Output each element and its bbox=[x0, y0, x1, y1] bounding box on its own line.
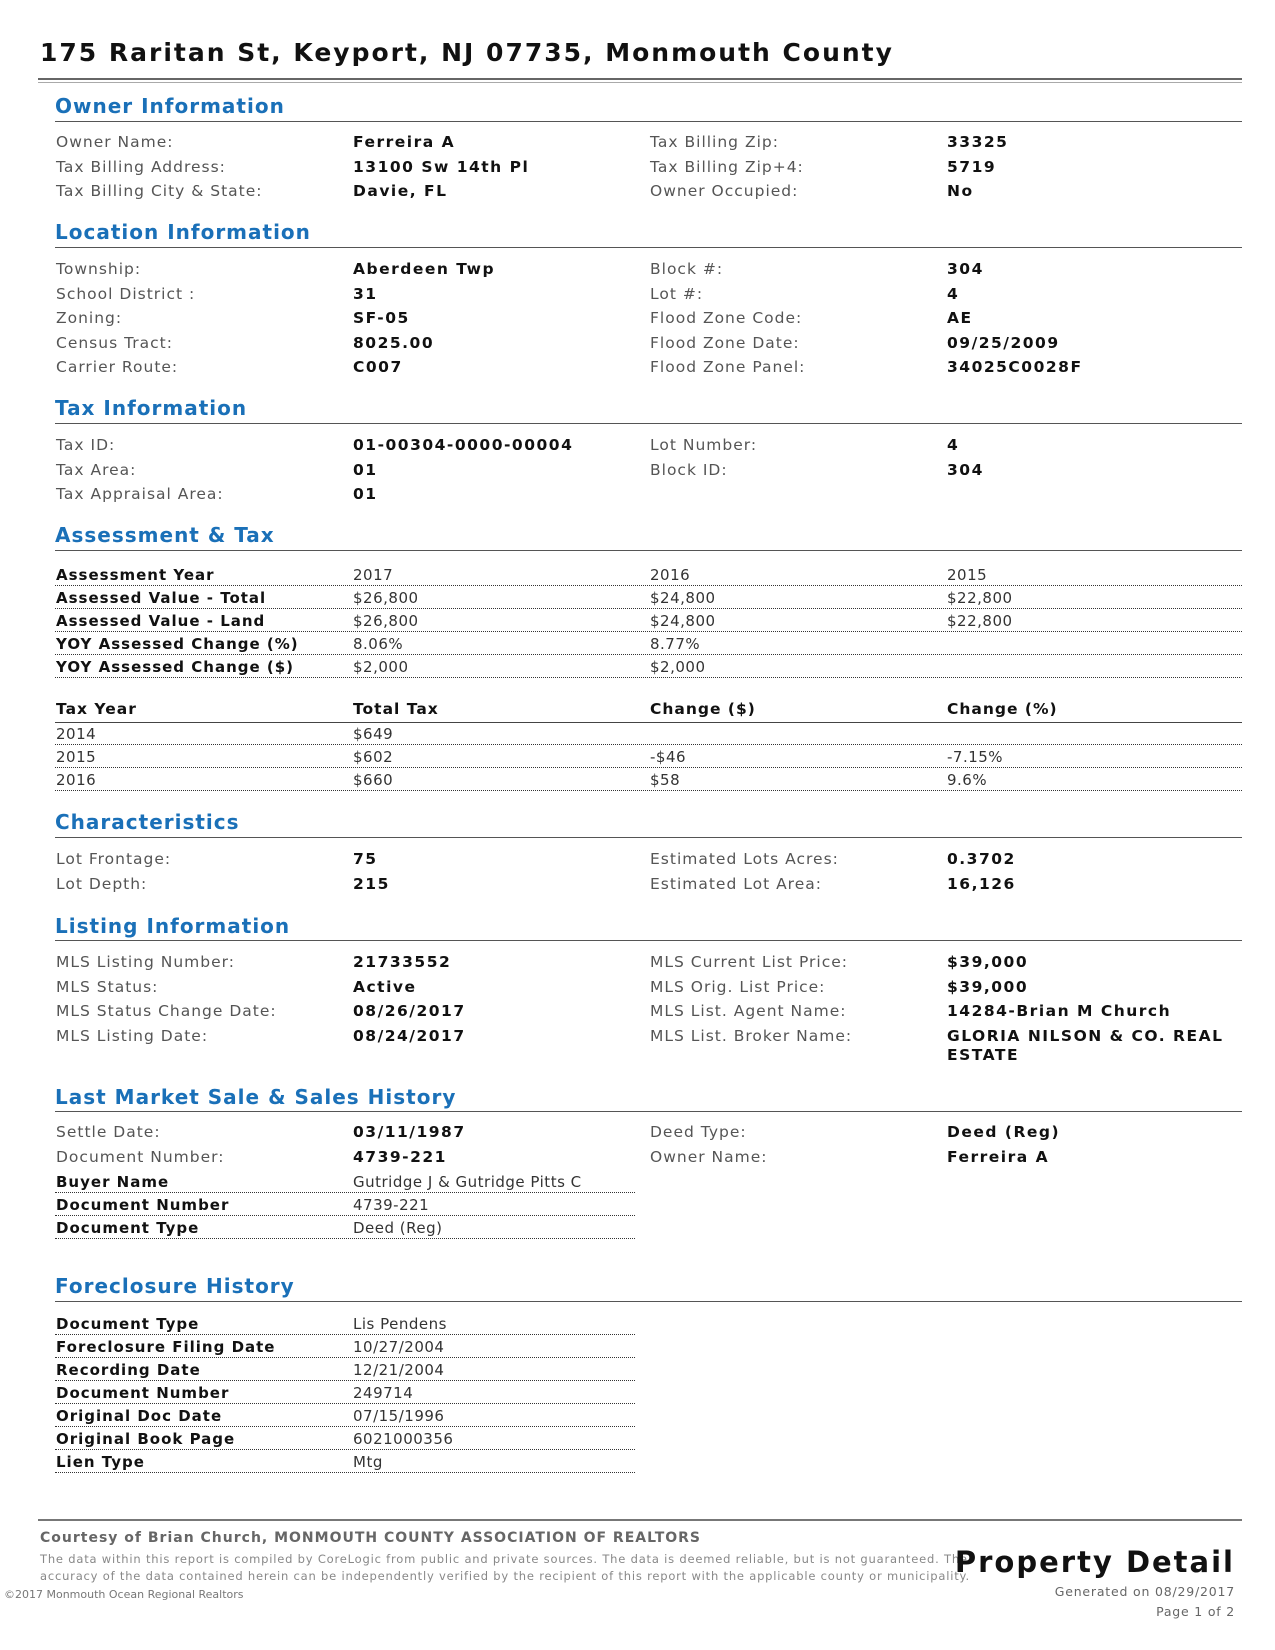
field-label: Township: bbox=[56, 260, 142, 278]
field-value: SF-05 bbox=[353, 309, 410, 327]
field-value: 31 bbox=[353, 284, 378, 303]
field-value: C007 bbox=[353, 358, 403, 376]
field-label: Tax ID: bbox=[56, 436, 116, 454]
field-value: 01 bbox=[353, 485, 378, 503]
field-value: 75 bbox=[353, 850, 378, 868]
table-header: Tax Year bbox=[56, 700, 137, 718]
table-cell: $2,000 bbox=[353, 658, 409, 676]
field-label: Carrier Route: bbox=[56, 358, 179, 376]
table-cell: 2016 bbox=[650, 566, 691, 584]
sales-section-heading: Last Market Sale & Sales History bbox=[55, 1085, 457, 1109]
table-cell: Lis Pendens bbox=[353, 1315, 447, 1333]
field-value: 01 bbox=[353, 460, 378, 479]
field-label: MLS List. Broker Name: bbox=[650, 1026, 853, 1045]
field-value: 09/25/2009 bbox=[947, 333, 1060, 352]
field-value: 16,126 bbox=[947, 874, 1016, 893]
table-cell: 2015 bbox=[947, 566, 988, 584]
field-label: Lot #: bbox=[650, 284, 704, 303]
table-cell: $58 bbox=[650, 771, 681, 789]
field-label: MLS Status: bbox=[56, 977, 159, 996]
characteristics-section-heading: Characteristics bbox=[55, 810, 240, 834]
table-header: Change (%) bbox=[947, 700, 1058, 718]
table-cell: 12/21/2004 bbox=[353, 1361, 445, 1379]
row-label: Assessed Value - Land bbox=[56, 612, 266, 630]
table-row bbox=[55, 1314, 635, 1335]
field-value: 03/11/1987 bbox=[353, 1123, 466, 1141]
table-cell: $26,800 bbox=[353, 612, 419, 630]
table-row bbox=[55, 1452, 635, 1473]
assessment-section-divider bbox=[55, 550, 1242, 551]
field-label: Estimated Lot Area: bbox=[650, 874, 822, 893]
field-label: Tax Appraisal Area: bbox=[56, 485, 224, 503]
row-label: Document Type bbox=[56, 1315, 200, 1333]
field-label: Lot Frontage: bbox=[56, 850, 172, 868]
field-label: Tax Area: bbox=[56, 460, 137, 479]
row-label: YOY Assessed Change ($) bbox=[56, 658, 295, 676]
table-row bbox=[55, 747, 1242, 768]
field-value: Ferreira A bbox=[947, 1147, 1050, 1166]
field-label: Tax Billing City & State: bbox=[56, 182, 263, 200]
field-label: Census Tract: bbox=[56, 333, 173, 352]
listing-section-divider bbox=[55, 940, 1242, 941]
field-value: 215 bbox=[353, 874, 390, 893]
field-value: Active bbox=[353, 977, 417, 996]
table-row bbox=[55, 1172, 635, 1193]
field-label: Document Number: bbox=[56, 1147, 225, 1166]
field-value: 08/26/2017 bbox=[353, 1002, 466, 1020]
field-label: Owner Occupied: bbox=[650, 182, 799, 200]
row-label: Buyer Name bbox=[56, 1173, 170, 1191]
field-value: 33325 bbox=[947, 133, 1009, 151]
table-cell: 8.06% bbox=[353, 635, 404, 653]
field-value: 4 bbox=[947, 436, 960, 454]
field-value: 13100 Sw 14th Pl bbox=[353, 157, 530, 176]
table-cell: -7.15% bbox=[947, 748, 1004, 766]
table-row bbox=[55, 1337, 635, 1358]
table-cell: $22,800 bbox=[947, 612, 1013, 630]
field-label: Lot Depth: bbox=[56, 874, 148, 893]
field-label: Tax Billing Zip: bbox=[650, 133, 779, 151]
table-header: Total Tax bbox=[353, 700, 439, 718]
table-row bbox=[55, 657, 1242, 678]
field-value: 01-00304-0000-00004 bbox=[353, 436, 574, 454]
row-label: Lien Type bbox=[56, 1453, 145, 1471]
table-header: Change ($) bbox=[650, 700, 756, 718]
field-label: Tax Billing Address: bbox=[56, 157, 226, 176]
field-label: Flood Zone Date: bbox=[650, 333, 800, 352]
field-value: 4 bbox=[947, 284, 960, 303]
row-label: 2015 bbox=[56, 748, 97, 766]
field-value: AE bbox=[947, 309, 973, 327]
field-value: $39,000 bbox=[947, 977, 1029, 996]
field-value: 21733552 bbox=[353, 953, 452, 971]
title-divider bbox=[38, 78, 1242, 83]
table-row bbox=[55, 1429, 635, 1450]
field-value: 4739-221 bbox=[353, 1147, 447, 1166]
table-cell: $24,800 bbox=[650, 589, 716, 607]
field-value: No bbox=[947, 182, 974, 200]
row-label: Recording Date bbox=[56, 1361, 201, 1379]
owner-section-divider bbox=[55, 121, 1242, 122]
row-label: Original Doc Date bbox=[56, 1407, 223, 1425]
table-row bbox=[55, 770, 1242, 791]
courtesy-line: Courtesy of Brian Church, MONMOUTH COUNTY ASSOCIATION OF REALTORS bbox=[40, 1530, 702, 1546]
table-cell: Deed (Reg) bbox=[353, 1219, 443, 1237]
field-label: Owner Name: bbox=[56, 133, 174, 151]
copyright-notice: ©2017 Monmouth Ocean Regional Realtors bbox=[4, 1588, 244, 1601]
page-title: 175 Raritan St, Keyport, NJ 07735, Monmouth County bbox=[40, 38, 894, 67]
field-label: MLS Orig. List Price: bbox=[650, 977, 826, 996]
table-row bbox=[55, 565, 1242, 586]
table-cell: $26,800 bbox=[353, 589, 419, 607]
field-value: 08/24/2017 bbox=[353, 1026, 466, 1045]
field-label: Estimated Lots Acres: bbox=[650, 850, 839, 868]
field-label: Zoning: bbox=[56, 309, 123, 327]
table-cell: -$46 bbox=[650, 748, 687, 766]
table-row bbox=[55, 1218, 635, 1239]
table-cell: 249714 bbox=[353, 1384, 414, 1402]
disclaimer-line-2: accuracy of the data contained herein can be independently verified by the recipient of this report with the applicable county or municipality. bbox=[40, 1569, 970, 1583]
footer-divider bbox=[38, 1519, 1242, 1521]
table-cell: $649 bbox=[353, 725, 394, 743]
field-label: Settle Date: bbox=[56, 1123, 161, 1141]
table-cell: 07/15/1996 bbox=[353, 1407, 445, 1425]
page-number: Page 1 of 2 bbox=[1156, 1604, 1235, 1619]
field-label: MLS Current List Price: bbox=[650, 953, 848, 971]
row-label: Document Type bbox=[56, 1219, 200, 1237]
table-cell: Mtg bbox=[353, 1453, 383, 1471]
table-cell: 6021000356 bbox=[353, 1430, 454, 1448]
location-section-heading: Location Information bbox=[55, 220, 311, 244]
field-value: Ferreira A bbox=[353, 133, 456, 151]
field-label: MLS Status Change Date: bbox=[56, 1002, 277, 1020]
field-label: Block ID: bbox=[650, 460, 728, 479]
table-cell: $24,800 bbox=[650, 612, 716, 630]
field-value: Aberdeen Twp bbox=[353, 260, 496, 278]
listing-section-heading: Listing Information bbox=[55, 914, 291, 938]
generated-date: Generated on 08/29/2017 bbox=[1054, 1584, 1235, 1599]
owner-section-heading: Owner Information bbox=[55, 94, 285, 118]
field-label: Owner Name: bbox=[650, 1147, 768, 1166]
field-label: Tax Billing Zip+4: bbox=[650, 157, 804, 176]
tax-section-divider bbox=[55, 423, 1242, 424]
disclaimer-line-1: The data within this report is compiled by CoreLogic from public and private sources. The data is deemed reliable, but is not guaranteed. The bbox=[40, 1552, 968, 1566]
row-label: YOY Assessed Change (%) bbox=[56, 635, 299, 653]
table-cell: 9.6% bbox=[947, 771, 988, 789]
table-row bbox=[55, 1383, 635, 1404]
field-value: ESTATE bbox=[947, 1045, 1020, 1064]
field-label: Deed Type: bbox=[650, 1123, 747, 1141]
field-value: 5719 bbox=[947, 157, 997, 176]
table-cell: $660 bbox=[353, 771, 394, 789]
row-label: Foreclosure Filing Date bbox=[56, 1338, 276, 1356]
assessment-section-heading: Assessment & Tax bbox=[55, 523, 275, 547]
location-section-divider bbox=[55, 247, 1242, 248]
row-label: Document Number bbox=[56, 1196, 230, 1214]
table-cell: 4739-221 bbox=[353, 1196, 430, 1214]
table-header-divider bbox=[55, 722, 1242, 723]
table-row bbox=[55, 1360, 635, 1381]
row-label: Assessed Value - Total bbox=[56, 589, 267, 607]
field-label: Lot Number: bbox=[650, 436, 758, 454]
table-cell: Gutridge J & Gutridge Pitts C bbox=[353, 1173, 582, 1191]
field-value: $39,000 bbox=[947, 953, 1029, 971]
table-row bbox=[55, 1195, 635, 1216]
table-cell: $602 bbox=[353, 748, 394, 766]
foreclosure-section-divider bbox=[55, 1301, 1242, 1302]
field-value: 34025C0028F bbox=[947, 358, 1083, 376]
field-label: MLS Listing Date: bbox=[56, 1026, 209, 1045]
table-row bbox=[55, 1406, 635, 1427]
table-cell: 8.77% bbox=[650, 635, 701, 653]
field-value: Deed (Reg) bbox=[947, 1123, 1061, 1141]
table-row bbox=[55, 634, 1242, 655]
field-value: Davie, FL bbox=[353, 182, 448, 200]
table-cell: 2017 bbox=[353, 566, 394, 584]
table-row bbox=[55, 611, 1242, 632]
field-label: Block #: bbox=[650, 260, 724, 278]
characteristics-section-divider bbox=[55, 837, 1242, 838]
field-label: MLS List. Agent Name: bbox=[650, 1002, 847, 1020]
field-value: 8025.00 bbox=[353, 333, 435, 352]
row-label: 2014 bbox=[56, 725, 97, 743]
field-value: 304 bbox=[947, 260, 984, 278]
table-cell: 10/27/2004 bbox=[353, 1338, 445, 1356]
row-label: 2016 bbox=[56, 771, 97, 789]
field-value: 0.3702 bbox=[947, 850, 1016, 868]
field-label: MLS Listing Number: bbox=[56, 953, 235, 971]
field-label: School District : bbox=[56, 284, 196, 303]
document-title: Property Detail bbox=[954, 1545, 1235, 1579]
field-value: GLORIA NILSON & CO. REAL bbox=[947, 1026, 1224, 1045]
table-cell: $2,000 bbox=[650, 658, 706, 676]
table-row bbox=[55, 588, 1242, 609]
tax-section-heading: Tax Information bbox=[55, 396, 248, 420]
foreclosure-section-heading: Foreclosure History bbox=[55, 1274, 295, 1298]
row-label: Original Book Page bbox=[56, 1430, 236, 1448]
field-value: 304 bbox=[947, 460, 984, 479]
row-label: Assessment Year bbox=[56, 566, 215, 584]
sales-section-divider bbox=[55, 1111, 1242, 1112]
field-label: Flood Zone Code: bbox=[650, 309, 803, 327]
field-value: 14284-Brian M Church bbox=[947, 1002, 1172, 1020]
field-label: Flood Zone Panel: bbox=[650, 358, 806, 376]
row-label: Document Number bbox=[56, 1384, 230, 1402]
table-row bbox=[55, 724, 1242, 745]
table-cell: $22,800 bbox=[947, 589, 1013, 607]
